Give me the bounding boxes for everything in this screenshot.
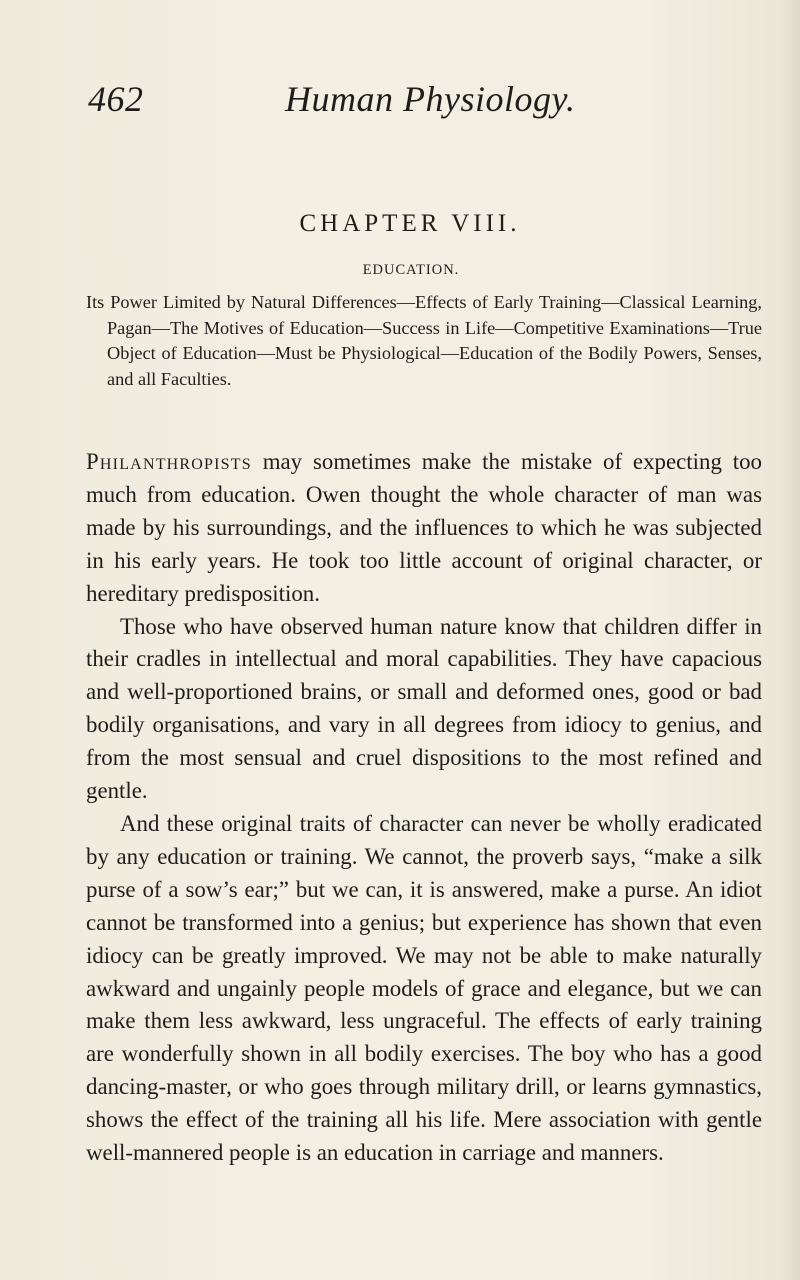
paragraph-1-text: may sometimes make the mistake of expecting too much from education. Owen thought the whole character of man was made by his surroundings, and the influences to which he was subjected in his early years. He took too little account of original character, or hereditary predisposition. (86, 449, 762, 606)
running-title: Human Physiology. (285, 79, 576, 119)
paragraph-1-lead: Philanthropists (86, 449, 252, 474)
body-text (86, 446, 762, 1170)
paragraph-3: And these original traits of character can never be wholly eradicated by any education or training. We cannot, the proverb says, “make a silk purse of a sow’s ear;” but we can, it is answered, make a purse. An idiot cannot be transformed into a genius; but experience has shown that even idiocy can be greatly improved. We may not be able to make naturally awkward and ungainly people models of grace and elegance, but we can make them less awkward, less ungraceful. The effects of early training are wonderfully shown in all bodily exercises. The boy who has a good dancing-master, or who goes through military drill, or learns gymnastics, shows the effect of the training all his life. Mere association with gentle well-mannered people is an education in carriage and manners. (86, 810, 762, 1166)
page-number: 462 (88, 79, 144, 119)
section-heading: EDUCATION. (362, 262, 460, 278)
page-edge-shadow (782, 0, 800, 1280)
chapter-synopsis: Its Power Limited by Natural Differences—Effects of Early Training—Classical Learning, Pagan—The Motives of Education—Success in Life—Competitive Examinations—True Object of Education—Must be Physiological—Education of the Bodily Powers, Senses, and all Faculties. (86, 292, 762, 389)
chapter-title: CHAPTER VIII. (299, 210, 521, 237)
running-head (88, 78, 748, 128)
paragraph-1 (86, 446, 762, 611)
paragraph-2: Those who have observed human nature know that children differ in their cradles in intellectual and moral capabilities. They have capacious and well-proportioned brains, or small and deformed ones, good or bad bodily organisations, and vary in all degrees from idiocy to genius, and from the most sensual and cruel dispositions to the most refined and gentle. (86, 613, 762, 804)
